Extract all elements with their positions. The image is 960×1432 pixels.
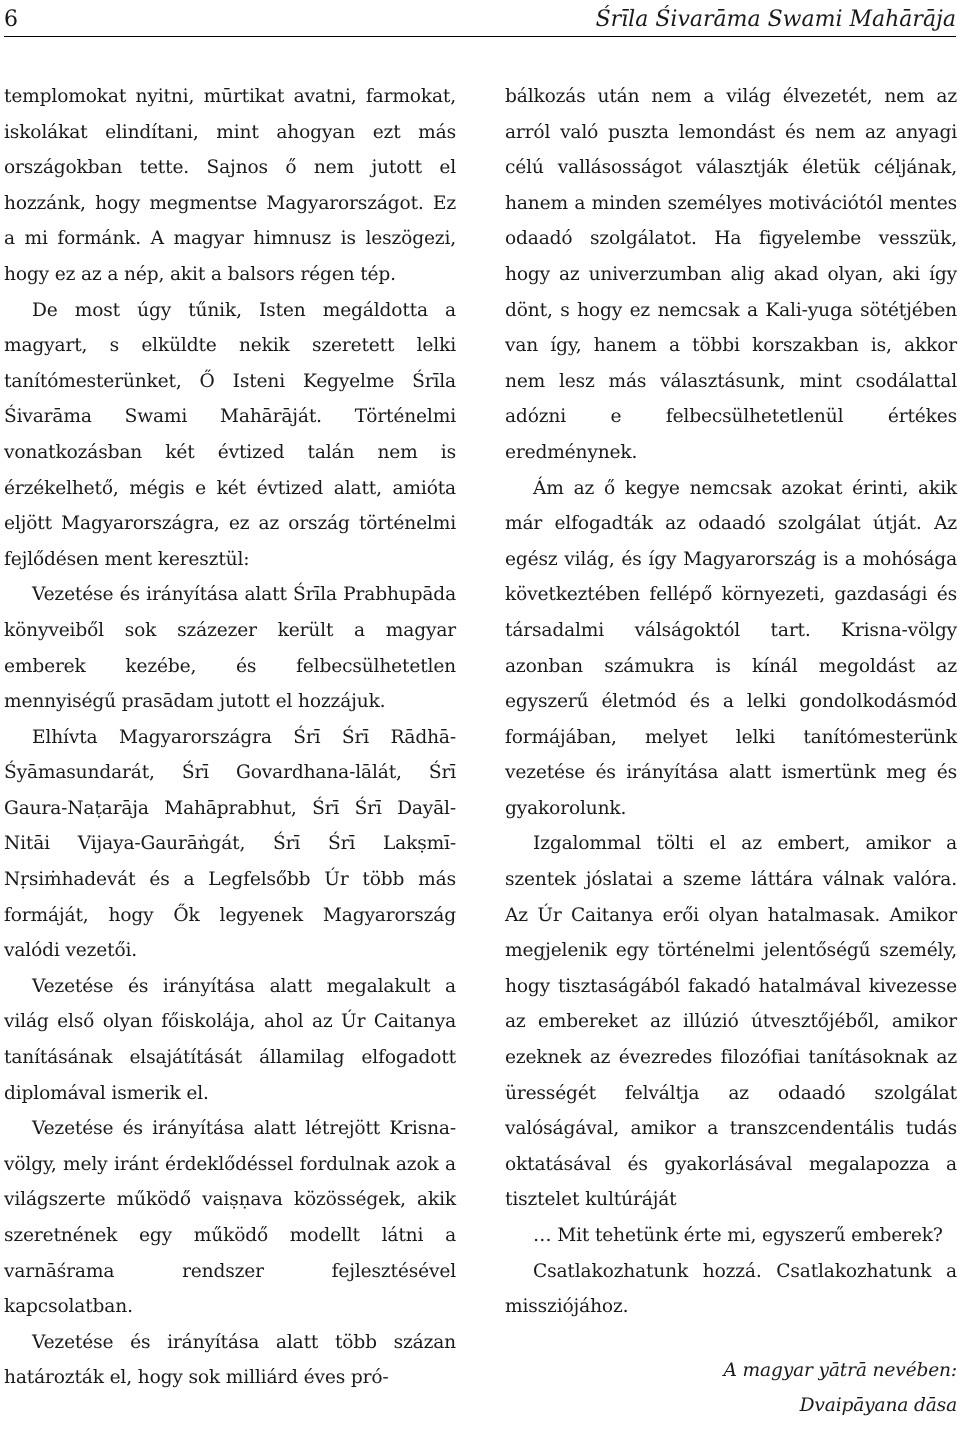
paragraph: Elhívta Magyarországra Śrī Śrī Rādhā-Śyāmasundarát, Śrī Govardhana-lālát, Śrī Gaura-Naṭarāja Mahāprabhut, Śrī Śrī Dayāl-Nitāi Vijaya-Gaurāṅgát, Śrī Śrī Lakṣmī-Nṛsiṁhadevát és a Legfelsőbb Úr több más formáját, hogy Ők legyenek Magyarország valódi vezetői. xyxy=(4,726,456,962)
paragraph: Vezetése és irányítása alatt létrejött Krisna-völgy, mely iránt érdeklődéssel fordulnak azok a világszerte működő vaiṣṇava közösségek, akik szeretnének egy működő modellt látni a varnāśrama rendszer fejlesztésével kapcsolatban. xyxy=(4,1118,456,1318)
paragraph: Ám az ő kegye nemcsak azokat érinti, akik már elfogadták az odaadó szolgálat útját. Az egész világ, és így Magyarország is a mohósága következtében fellépő környezeti, gazdasági és társadalmi válságoktól tart. Krisna-völgy azonban számukra is kínál megoldást az egyszerű életmód és a lelki gondolkodásmód formájában, melyet lelki tanítómesterünk vezetése és irányítása alatt ismertünk meg és gyakorolunk. xyxy=(505,477,957,819)
paragraph: De most úgy tűnik, Isten megáldotta a magyart, s elküldte nekik szeretett lelki tanítómesterünket, Ő Isteni Kegyelme Śrīla Śivarāma Swami Mahārāját. Történelmi vonatkozásban két évtized talán nem is érzékelhető, mégis e két évtized alatt, amióta eljött Magyarországra, ez az ország történelmi fejlődésen ment keresztül: xyxy=(4,299,456,570)
right-column xyxy=(505,79,957,1424)
paragraph: Vezetése és irányítása alatt Śrīla Prabhupāda könyveiből sok százezer került a magyar emberek kezébe, és felbecsülhetetlen mennyiségű prasādam jutott el hozzájuk. xyxy=(4,584,456,713)
signature-name: Dvaipāyana dāsa xyxy=(799,1395,957,1417)
signature-block xyxy=(505,1353,957,1424)
page-number: 6 xyxy=(4,7,18,32)
paragraph: Izgalommal tölti el az embert, amikor a szentek jóslatai a szeme láttára válnak valóra. Az Úr Caitanya erői olyan hatalmasak. Amikor megjelenik egy történelmi jelentőségű személy, hogy tisztaságából fakadó hatalmával kivezesse az embereket az illúzió útvesztőjéből, amikor ezeknek az évezredes filozófiai tanításoknak az ürességét felváltja az odaadó szolgálat valóságával, amikor a transzcendentális tudás oktatásával és gyakorlásával megalapozza a tisztelet kultúráját xyxy=(505,833,957,1211)
signature-line: A magyar yātrā nevében: xyxy=(723,1359,957,1381)
paragraph: Vezetése és irányítása alatt több százan határozták el, hogy sok milliárd éves pró- xyxy=(4,1331,456,1389)
paragraph: bálkozás után nem a világ élvezetét, nem az arról való puszta lemondást és nem az anyagi célú vallásosságot választják életük céljának, hanem a minden személyes motivációtól mentes odaadó szolgálatot. Ha figyelembe vesszük, hogy az univerzumban alig akad olyan, aki így dönt, s hogy ez nemcsak a Kali-yuga sötétjében van így, hanem a többi korszakban is, akkor nem lesz más választásunk, mint csodálattal adózni e felbecsülhetetlenül értékes eredménynek. xyxy=(505,86,957,463)
paragraph: templomokat nyitni, mūrtikat avatni, farmokat, iskolákat elindítani, mint ahogyan ezt más országokban tette. Sajnos ő nem jutott el hozzánk, hogy megmentse Magyarországot. Ez a mi formánk. A magyar himnusz is leszögezi, hogy ez az a nép, akit a balsors régen tép. xyxy=(4,86,456,285)
running-header xyxy=(4,4,956,37)
paragraph: Vezetése és irányítása alatt megalakult a világ első olyan főiskolája, ahol az Úr Caitanya tanításának elsajátítását államilag elfogadott diplomával ismerik el. xyxy=(4,975,456,1104)
running-title: Śrīla Śivarāma Swami Mahārāja xyxy=(595,7,956,32)
left-column xyxy=(4,79,456,1396)
paragraph: Csatlakozhatunk hozzá. Csatlakozhatunk a missziójához. xyxy=(505,1260,957,1318)
paragraph: … Mit tehetünk érte mi, egyszerű emberek? xyxy=(533,1225,943,1246)
